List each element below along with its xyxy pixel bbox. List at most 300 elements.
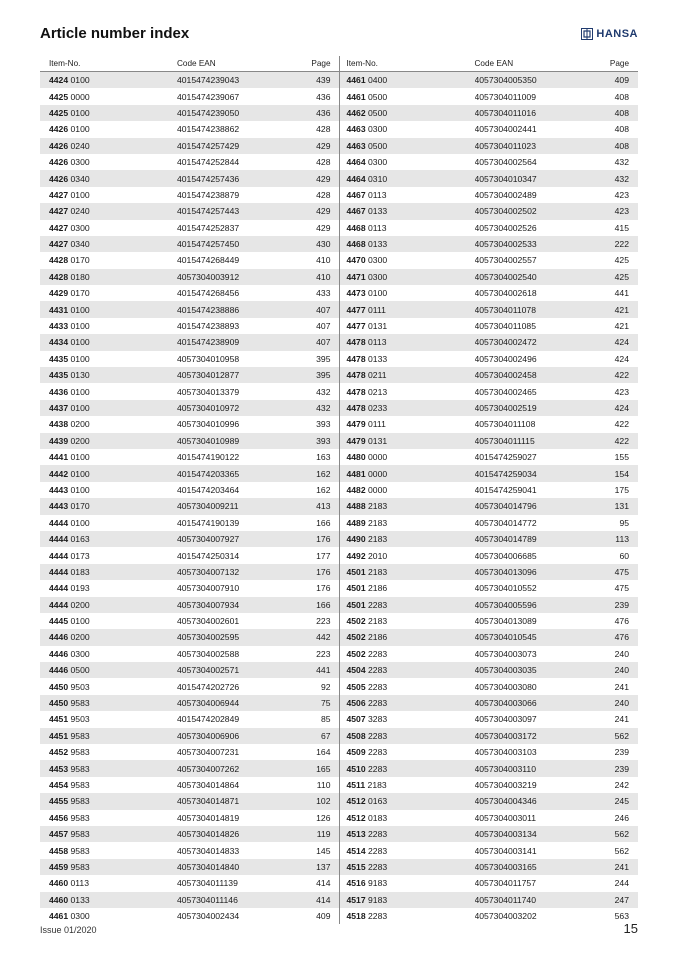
item-suffix: 3283 — [368, 714, 388, 725]
page-ref: 442 — [295, 629, 339, 645]
item-suffix: 2183 — [367, 779, 387, 790]
item-suffix: 2283 — [368, 763, 388, 774]
page-ref: 476 — [614, 616, 629, 627]
page-ref: 441 — [614, 288, 629, 299]
item-number — [340, 547, 475, 563]
table-row — [40, 154, 339, 170]
table-row — [340, 597, 639, 613]
item-suffix: 0300 — [70, 157, 90, 168]
ean-code: 4057304014772 — [474, 517, 537, 528]
item-suffix: 0111 — [368, 419, 386, 430]
table-row — [40, 547, 339, 563]
page-ref: 424 — [593, 400, 639, 416]
table-row — [340, 777, 639, 793]
ean-code: 4057304003080 — [474, 681, 537, 692]
item-prefix: 4460 — [49, 878, 69, 889]
page-ref: 176 — [316, 583, 331, 594]
table-row — [40, 646, 339, 662]
item-number — [340, 367, 475, 383]
ean-code: 4015474239050 — [177, 105, 295, 121]
ean-code: 4057304003110 — [475, 760, 593, 776]
item-number — [40, 285, 177, 301]
page-ref: 408 — [593, 138, 639, 154]
table-row — [40, 72, 339, 89]
page-ref: 164 — [316, 747, 331, 758]
item-suffix: 0200 — [70, 435, 90, 446]
ean-code: 4057304002557 — [474, 255, 537, 266]
item-number — [40, 105, 177, 121]
ean-code: 4057304002441 — [474, 124, 537, 135]
ean-code: 4015474252844 — [177, 157, 240, 168]
table-row — [40, 515, 339, 531]
item-suffix: 0100 — [70, 321, 90, 332]
table-row — [340, 301, 639, 317]
table-row — [340, 220, 639, 236]
page-ref: 425 — [593, 269, 639, 285]
ean-code: 4057304013089 — [474, 616, 537, 627]
header-code-ean: Code EAN — [177, 56, 295, 72]
page-ref: 176 — [295, 564, 339, 580]
item-number — [40, 908, 177, 924]
ean-code: 4015474238886 — [177, 301, 295, 317]
page-ref: 163 — [316, 452, 331, 463]
table-row — [40, 236, 339, 252]
item-number — [340, 187, 475, 203]
ean-code: 4057304007927 — [177, 531, 295, 547]
table-row — [40, 760, 339, 776]
item-suffix: 2283 — [368, 829, 388, 840]
table-row — [340, 646, 639, 662]
item-prefix: 4454 — [49, 779, 69, 790]
item-number — [40, 842, 177, 858]
item-suffix: 0170 — [70, 501, 90, 512]
item-number — [340, 678, 475, 694]
table-row — [340, 908, 639, 924]
ean-code: 4057304014833 — [177, 845, 240, 856]
item-prefix: 4459 — [49, 861, 69, 872]
page-ref: 223 — [316, 616, 331, 627]
item-prefix: 4426 — [49, 157, 69, 168]
item-number — [40, 646, 177, 662]
table-row — [40, 580, 339, 596]
item-prefix: 4437 — [49, 403, 69, 413]
ean-code: 4057304011078 — [475, 301, 593, 317]
table-row — [340, 170, 639, 186]
item-suffix: 0100 — [70, 403, 90, 413]
ean-code: 4057304007132 — [177, 564, 295, 580]
item-number — [340, 285, 475, 301]
table-row — [340, 842, 639, 858]
page-ref: 421 — [614, 321, 629, 332]
ean-code: 4057304003035 — [475, 662, 593, 678]
item-prefix: 4446 — [49, 665, 69, 676]
ean-code: 4057304011023 — [475, 138, 593, 154]
table-row — [40, 531, 339, 547]
item-prefix: 4480 — [346, 452, 366, 463]
page-ref: 428 — [316, 124, 331, 135]
ean-code: 4057304002458 — [475, 367, 593, 383]
item-suffix: 9583 — [70, 845, 90, 856]
table-row — [340, 744, 639, 760]
item-number — [40, 449, 177, 465]
ean-code: 4057304003219 — [474, 779, 537, 790]
hansa-logo — [581, 28, 638, 40]
page-ref: 246 — [614, 812, 629, 823]
item-number — [40, 662, 177, 678]
item-suffix: 2183 — [368, 534, 388, 545]
item-prefix: 4510 — [346, 763, 366, 774]
item-number — [40, 482, 177, 498]
page-ref: 165 — [295, 760, 339, 776]
table-row — [340, 613, 639, 629]
item-suffix: 0240 — [70, 140, 90, 151]
item-prefix: 4481 — [346, 468, 366, 479]
page-ref: 245 — [593, 793, 639, 809]
page-ref: 244 — [614, 878, 629, 889]
ean-code: 4015474203365 — [177, 465, 295, 481]
item-suffix: 0100 — [70, 517, 90, 528]
table-row — [340, 187, 639, 203]
item-number — [40, 629, 177, 645]
page-ref: 422 — [614, 419, 629, 430]
page-ref: 413 — [295, 498, 339, 514]
item-number — [40, 433, 177, 449]
item-suffix: 0193 — [70, 583, 90, 594]
item-prefix: 4501 — [346, 599, 366, 610]
header-item-no: Item-No. — [40, 56, 177, 72]
page-ref: 433 — [316, 288, 331, 299]
ean-code: 4057304011009 — [474, 91, 536, 102]
table-row — [40, 777, 339, 793]
table-row — [340, 334, 639, 350]
item-suffix: 9503 — [70, 714, 90, 725]
item-prefix: 4439 — [49, 435, 69, 446]
item-suffix: 0100 — [70, 304, 90, 315]
item-number — [340, 695, 475, 711]
table-row — [40, 482, 339, 498]
table-row — [340, 711, 639, 727]
item-number — [340, 580, 475, 596]
item-number — [340, 351, 475, 367]
item-suffix: 0100 — [70, 452, 90, 463]
item-number — [40, 564, 177, 580]
item-suffix: 0000 — [368, 452, 388, 463]
item-prefix: 4444 — [49, 583, 69, 594]
item-suffix: 0500 — [368, 107, 388, 118]
page-ref: 562 — [614, 845, 629, 856]
page-ref: 425 — [614, 255, 629, 266]
right-table — [340, 56, 639, 924]
page-ref: 409 — [593, 72, 639, 89]
item-suffix: 0100 — [70, 468, 90, 479]
item-number — [340, 203, 475, 219]
item-prefix: 4501 — [346, 566, 366, 577]
item-number — [40, 367, 177, 383]
page-ref: 176 — [295, 531, 339, 547]
table-row — [340, 138, 639, 154]
item-number — [340, 105, 475, 121]
item-prefix: 4438 — [49, 419, 69, 430]
hansa-logo-icon — [581, 28, 593, 40]
item-suffix: 0340 — [70, 173, 90, 184]
ean-code: 4015474268449 — [177, 255, 240, 266]
ean-code: 4057304010347 — [475, 170, 593, 186]
page-number: 15 — [623, 921, 638, 936]
table-row — [340, 252, 639, 268]
table-row — [340, 793, 639, 809]
item-prefix: 4444 — [49, 599, 69, 610]
item-prefix: 4455 — [49, 796, 69, 807]
ean-code: 4015474190139 — [177, 517, 240, 528]
page-ref: 475 — [593, 564, 639, 580]
item-number — [40, 678, 177, 694]
item-suffix: 2283 — [368, 730, 388, 741]
item-suffix: 9583 — [70, 861, 90, 872]
item-prefix: 4425 — [49, 107, 69, 118]
item-suffix: 2283 — [368, 845, 388, 856]
item-suffix: 0113 — [368, 189, 387, 200]
page-ref: 439 — [295, 72, 339, 89]
table-row — [340, 105, 639, 121]
item-suffix: 0111 — [368, 304, 386, 315]
item-suffix: 0300 — [70, 911, 90, 922]
table-row — [340, 515, 639, 531]
page-ref: 222 — [593, 236, 639, 252]
page-ref: 432 — [593, 170, 639, 186]
ean-code: 4057304003165 — [475, 859, 593, 875]
table-row — [40, 826, 339, 842]
item-suffix: 0163 — [368, 796, 388, 807]
item-prefix: 4477 — [346, 304, 366, 315]
ean-code: 4015474238909 — [177, 334, 295, 350]
item-number — [40, 892, 177, 908]
item-prefix: 4467 — [346, 206, 366, 217]
item-number — [40, 138, 177, 154]
table-row — [40, 892, 339, 908]
page-ref: 131 — [593, 498, 639, 514]
item-number — [40, 580, 177, 596]
item-prefix: 4502 — [346, 632, 366, 643]
ean-code: 4057304003011 — [474, 812, 536, 823]
item-prefix: 4489 — [346, 517, 366, 528]
ean-code: 4057304003912 — [177, 269, 295, 285]
item-prefix: 4426 — [49, 124, 69, 135]
item-suffix: 2183 — [368, 501, 388, 512]
item-number — [340, 760, 475, 776]
item-suffix: 2283 — [368, 861, 388, 872]
ean-code: 4057304013096 — [475, 564, 593, 580]
ean-code: 4057304003097 — [474, 714, 537, 725]
table-row — [340, 728, 639, 744]
ean-code: 4057304011016 — [475, 105, 593, 121]
ean-code: 4015474252837 — [177, 222, 240, 233]
ean-code: 4057304003103 — [474, 747, 537, 758]
item-prefix: 4502 — [346, 648, 366, 659]
ean-code: 4057304002502 — [475, 203, 593, 219]
ean-code: 4015474257450 — [177, 236, 295, 252]
ean-code: 4057304003134 — [475, 826, 593, 842]
item-prefix: 4450 — [49, 698, 69, 709]
item-prefix: 4473 — [346, 288, 366, 299]
page-ref: 240 — [614, 648, 629, 659]
item-number — [40, 810, 177, 826]
table-row — [340, 449, 639, 465]
item-prefix: 4435 — [49, 353, 69, 364]
left-header-row — [40, 56, 339, 72]
table-row — [40, 842, 339, 858]
table-row — [40, 498, 339, 514]
page-ref: 126 — [316, 812, 331, 823]
page-ref: 240 — [593, 662, 639, 678]
item-number — [40, 875, 177, 891]
item-suffix: 0131 — [368, 321, 388, 332]
item-number — [340, 121, 475, 137]
item-number — [340, 597, 475, 613]
page-ref: 562 — [593, 728, 639, 744]
table-row — [340, 892, 639, 908]
table-row — [40, 367, 339, 383]
ean-code: 4057304010972 — [177, 400, 295, 416]
page-ref: 407 — [295, 301, 339, 317]
item-number — [340, 400, 475, 416]
item-number — [340, 88, 475, 104]
item-number — [340, 826, 475, 842]
page-ref: 247 — [593, 892, 639, 908]
table-row — [340, 662, 639, 678]
page-ref: 423 — [593, 203, 639, 219]
item-number — [40, 859, 177, 875]
table-row — [340, 629, 639, 645]
item-number — [40, 711, 177, 727]
item-prefix: 4460 — [49, 894, 69, 905]
page-ref: 410 — [295, 269, 339, 285]
table-row — [340, 400, 639, 416]
table-row — [40, 285, 339, 301]
item-suffix: 2183 — [368, 566, 388, 577]
ean-code: 4015474259034 — [475, 465, 593, 481]
table-row — [40, 564, 339, 580]
item-prefix: 4470 — [346, 255, 366, 266]
item-prefix: 4478 — [346, 353, 366, 364]
item-prefix: 4443 — [49, 501, 69, 512]
table-row — [340, 236, 639, 252]
table-row — [340, 695, 639, 711]
table-row — [40, 351, 339, 367]
item-number — [40, 269, 177, 285]
item-number — [340, 711, 475, 727]
item-prefix: 4425 — [49, 91, 69, 102]
item-number — [40, 252, 177, 268]
item-number — [340, 318, 475, 334]
ean-code: 4057304010552 — [474, 583, 537, 594]
page-ref: 395 — [316, 353, 331, 364]
ean-code: 4057304002618 — [474, 288, 537, 299]
item-number — [40, 597, 177, 613]
page-ref: 393 — [295, 433, 339, 449]
item-suffix: 0133 — [368, 353, 388, 364]
item-suffix: 2183 — [368, 517, 388, 528]
ean-code: 4057304002465 — [474, 386, 537, 397]
item-number — [40, 465, 177, 481]
page-ref: 119 — [295, 826, 339, 842]
ean-code: 4015474238862 — [177, 124, 240, 135]
page-ref: 421 — [593, 301, 639, 317]
item-suffix: 0211 — [368, 370, 387, 381]
page-ref: 423 — [614, 386, 629, 397]
page-ref: 422 — [593, 433, 639, 449]
table-row — [40, 465, 339, 481]
item-number — [40, 613, 177, 629]
item-suffix: 0130 — [70, 370, 90, 381]
item-prefix: 4463 — [346, 140, 366, 151]
item-suffix: 0180 — [70, 271, 90, 282]
item-prefix: 4433 — [49, 321, 69, 332]
page-ref: 432 — [295, 400, 339, 416]
item-number — [340, 564, 475, 580]
item-suffix: 0300 — [368, 124, 388, 135]
item-number — [340, 859, 475, 875]
table-row — [340, 531, 639, 547]
page-ref: 414 — [316, 878, 331, 889]
item-number — [340, 301, 475, 317]
ean-code: 4015474268456 — [177, 288, 240, 299]
ean-code: 4057304006685 — [474, 550, 537, 561]
item-suffix: 0100 — [70, 75, 90, 86]
item-suffix: 2183 — [368, 616, 388, 627]
item-suffix: 9583 — [70, 763, 90, 774]
page-ref: 154 — [593, 465, 639, 481]
item-prefix: 4471 — [346, 271, 366, 282]
header-code-ean: Code EAN — [475, 56, 593, 72]
item-number — [40, 88, 177, 104]
page-ref: 432 — [316, 386, 331, 397]
ean-code: 4057304014819 — [177, 812, 240, 823]
item-suffix: 0133 — [368, 239, 388, 250]
table-row — [40, 138, 339, 154]
page-ref: 242 — [614, 779, 629, 790]
ean-code: 4057304013379 — [177, 386, 240, 397]
item-prefix: 4446 — [49, 632, 69, 643]
ean-code: 4057304014871 — [177, 793, 295, 809]
item-prefix: 4507 — [346, 714, 366, 725]
header-item-no: Item-No. — [340, 56, 475, 72]
ean-code: 4057304003202 — [474, 911, 537, 922]
item-prefix: 4427 — [49, 222, 69, 233]
item-prefix: 4468 — [346, 239, 366, 250]
page-ref: 429 — [295, 138, 339, 154]
item-suffix: 0173 — [70, 550, 90, 561]
item-suffix: 0000 — [368, 484, 388, 495]
item-suffix: 0100 — [70, 189, 90, 200]
item-suffix: 0200 — [70, 632, 90, 643]
ean-code: 4057304002601 — [177, 616, 240, 627]
item-number — [340, 744, 475, 760]
item-number — [340, 777, 475, 793]
page-ref: 407 — [316, 321, 331, 332]
item-prefix: 4464 — [346, 157, 366, 168]
table-row — [40, 121, 339, 137]
item-number — [40, 220, 177, 236]
page-ref: 415 — [614, 222, 629, 233]
item-prefix: 4518 — [346, 911, 366, 922]
item-prefix: 4492 — [346, 550, 366, 561]
table-row — [40, 416, 339, 432]
item-suffix: 2010 — [368, 550, 388, 561]
ean-code: 4057304002526 — [474, 222, 537, 233]
page-ref: 95 — [619, 517, 629, 528]
table-row — [340, 547, 639, 563]
page-ref: 110 — [316, 779, 331, 790]
